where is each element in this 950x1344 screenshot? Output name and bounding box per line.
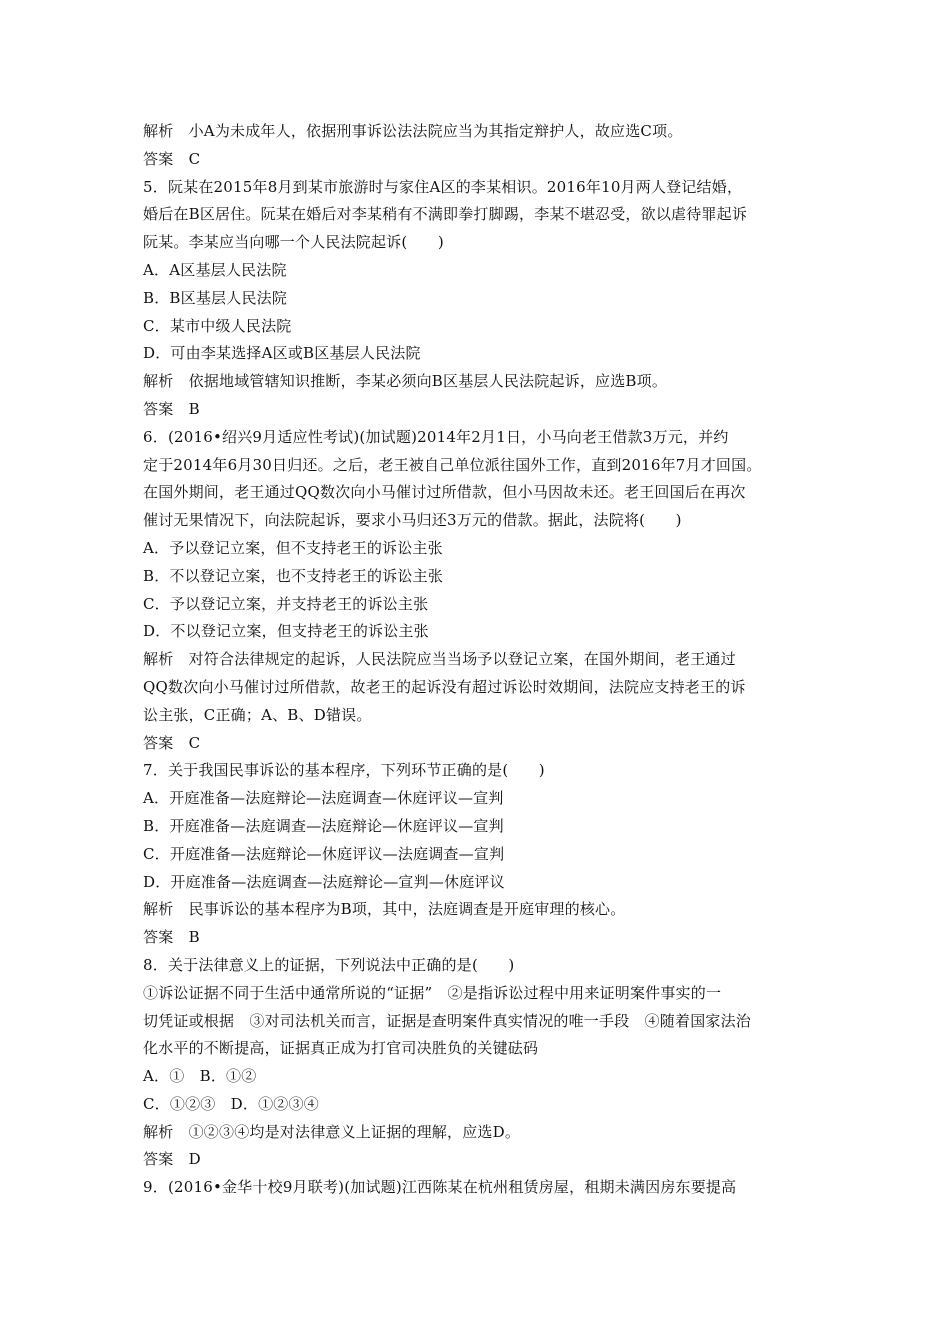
q8-statements-line-1: ①诉讼证据不同于生活中通常所说的“证据” ②是指诉讼过程中用来证明案件事实的一	[143, 983, 722, 1002]
q7-option-c: C．开庭准备—法庭辩论—休庭评议—法庭调查—宣判	[143, 844, 505, 863]
answer-q6: 答案 C	[143, 733, 201, 752]
q7-option-a: A．开庭准备—法庭辩论—法庭调查—休庭评议—宣判	[143, 789, 504, 808]
q6-option-a: A．予以登记立案，但不支持老王的诉讼主张	[143, 538, 443, 557]
q5-option-c: C．某市中级人民法院	[143, 316, 292, 335]
q8-options-ab: A．① B．①②	[143, 1067, 257, 1086]
question-6-line-3: 在国外期间，老王通过QQ数次向小马催讨过所借款，但小马因故未还。老王回国后在再次	[143, 483, 746, 502]
explanation-q6-line-2: QQ数次向小马催讨过所借款，故老王的起诉没有超过诉讼时效期间，法院应支持老王的诉	[143, 677, 746, 696]
document-body	[143, 118, 823, 1202]
answer-q7: 答案 B	[143, 928, 200, 947]
q8-options-cd: C．①②③ D．①②③④	[143, 1094, 319, 1113]
answer-q5: 答案 B	[143, 399, 200, 418]
question-5-line-2: 婚后在B区居住。阮某在婚后对李某稍有不满即拳打脚踢，李某不堪忍受，欲以虐待罪起诉	[143, 205, 748, 224]
question-5-line-1: 5．阮某在2015年8月到某市旅游时与家住A区的李某相识。2016年10月两人登记结婚，	[143, 177, 743, 196]
q7-option-b: B．开庭准备—法庭调查—法庭辩论—休庭评议—宣判	[143, 816, 504, 835]
q5-option-d: D．可由李某选择A区或B区基层人民法院	[143, 344, 421, 363]
question-9-line-1: 9．(2016•金华十校9月联考)(加试题)江西陈某在杭州租赁房屋，租期未满因房东要提高	[143, 1178, 737, 1197]
question-7: 7．关于我国民事诉讼的基本程序，下列环节正确的是( )	[143, 761, 545, 780]
q7-option-d: D．开庭准备—法庭调查—法庭辩论—宣判—休庭评议	[143, 872, 505, 891]
q6-option-c: C．予以登记立案，并支持老王的诉讼主张	[143, 594, 429, 613]
q6-option-b: B．不以登记立案，也不支持老王的诉讼主张	[143, 566, 444, 585]
q8-statements-line-2: 切凭证或根据 ③对司法机关而言，证据是查明案件真实情况的唯一手段 ④随着国家法治	[143, 1011, 752, 1030]
answer-q4: 答案 C	[143, 149, 201, 168]
explanation-q8: 解析 ①②③④均是对法律意义上证据的理解，应选D。	[143, 1122, 521, 1141]
question-6-line-4: 催讨无果情况下，向法院起诉，要求小马归还3万元的借款。据此，法院将( )	[143, 511, 682, 530]
question-6-line-1: 6．(2016•绍兴9月适应性考试)(加试题)2014年2月1日，小马向老王借款3万元，并约	[143, 427, 729, 446]
answer-q8: 答案 D	[143, 1150, 201, 1169]
question-5-line-3: 阮某。李某应当向哪一个人民法院起诉( )	[143, 233, 444, 252]
question-6-line-2: 定于2014年6月30日归还。之后，老王被自己单位派往国外工作，直到2016年7月才回国。	[143, 455, 762, 474]
explanation-q5: 解析 依据地域管辖知识推断，李某必须向B区基层人民法院起诉，应选B项。	[143, 372, 668, 391]
explanation-q6-line-1: 解析 对符合法律规定的起诉，人民法院应当当场予以登记立案，在国外期间，老王通过	[143, 650, 736, 669]
q6-option-d: D．不以登记立案，但支持老王的诉讼主张	[143, 622, 429, 641]
explanation-q6-line-3: 讼主张，C正确；A、B、D错误。	[143, 705, 372, 724]
q5-option-a: A．A区基层人民法院	[143, 260, 287, 279]
question-8: 8．关于法律意义上的证据，下列说法中正确的是( )	[143, 955, 515, 974]
q5-option-b: B．B区基层人民法院	[143, 288, 288, 307]
q8-statements-line-3: 化水平的不断提高，证据真正成为打官司决胜负的关键砝码	[143, 1039, 539, 1058]
explanation-q7: 解析 民事诉讼的基本程序为B项，其中，法庭调查是开庭审理的核心。	[143, 900, 626, 919]
explanation-q4: 解析 小A为未成年人，依据刑事诉讼法法院应当为其指定辩护人，故应选C项。	[143, 122, 683, 140]
